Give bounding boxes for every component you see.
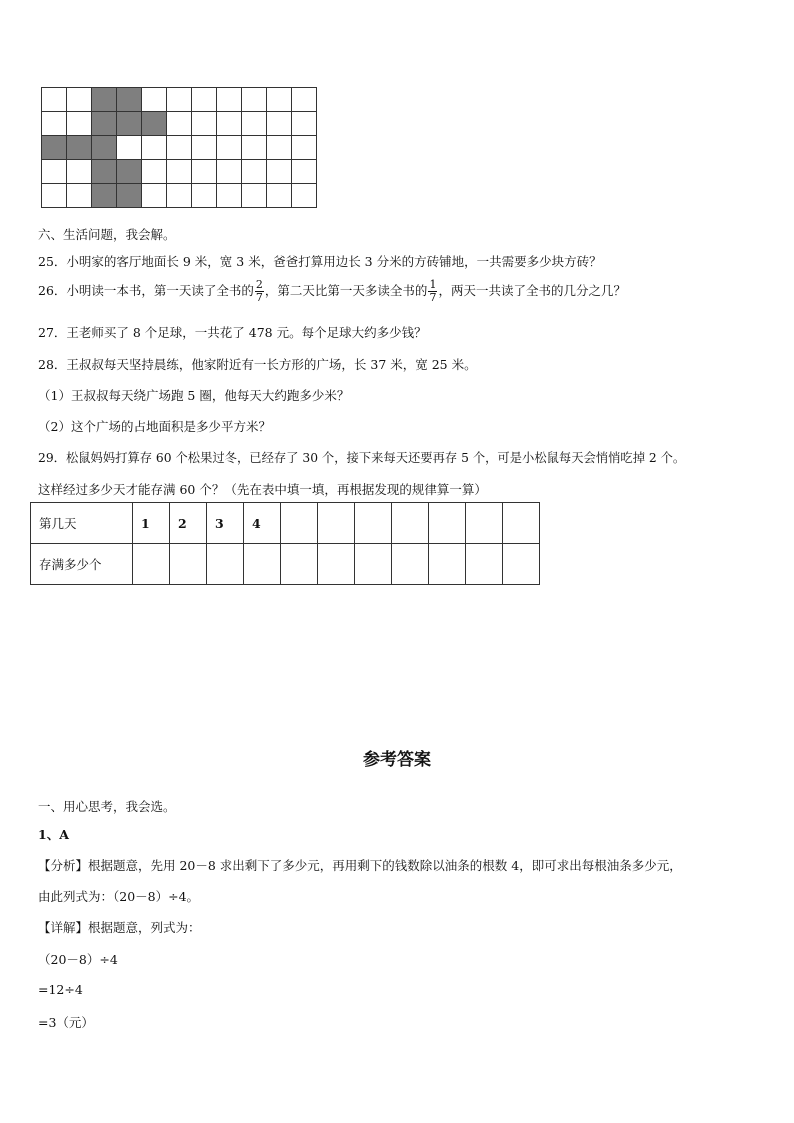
question-26-part1: 26．小明读一本书，第一天读了全书的 [38,283,254,298]
grid-cell [217,184,242,208]
question-26 [38,279,626,304]
question-27: 27．王老师买了 8 个足球，一共花了 478 元。每个足球大约多少钱？ [38,325,427,340]
grid-cell [217,136,242,160]
table-row-days [31,503,540,544]
amount-cell[interactable] [466,544,503,585]
detail-label: 【详解】根据题意，列式为： [38,920,201,935]
grid-cell [292,112,317,136]
grid-cell [242,112,267,136]
grid-cell [117,136,142,160]
day-cell[interactable] [281,503,318,544]
grid-cell [167,112,192,136]
grid-cell [142,160,167,184]
amount-cell[interactable] [281,544,318,585]
grid-cell-shaded [117,112,142,136]
amount-cell[interactable] [207,544,244,585]
grid-cell [242,88,267,112]
grid-row [42,160,317,184]
question-28-part1: （1）王叔叔每天绕广场跑 5 圈，他每天大约跑多少米？ [38,388,350,403]
grid-cell [267,160,292,184]
question-25: 25．小明家的客厅地面长 9 米，宽 3 米，爸爸打算用边长 3 分米的方砖铺地，一共需要多少块方砖？ [38,254,602,269]
row-header-amount: 存满多少个 [31,544,133,585]
grid-row [42,88,317,112]
grid-cell [167,160,192,184]
grid-cell [42,112,67,136]
amount-cell[interactable] [244,544,281,585]
grid-cell [217,160,242,184]
row-header-day: 第几天 [31,503,133,544]
calc-step-1: （20－8）÷4 [38,952,118,967]
grid-cell [67,184,92,208]
answer-section-1: 一、用心思考，我会选。 [38,799,176,814]
grid-cell [292,160,317,184]
grid-cell [167,184,192,208]
grid-cell [67,160,92,184]
fraction-numerator: 2 [255,278,263,291]
amount-cell[interactable] [318,544,355,585]
amount-cell[interactable] [429,544,466,585]
grid-cell [292,88,317,112]
answer-title: 参考答案 [363,750,431,770]
grid-row [42,136,317,160]
day-cell[interactable]: 2 [170,503,207,544]
day-cell[interactable] [355,503,392,544]
fraction-denominator: 7 [429,291,437,304]
grid-cell-shaded [92,136,117,160]
amount-cell[interactable] [133,544,170,585]
grid-cell [167,136,192,160]
shape-grid [41,87,317,208]
pinecone-table [30,502,540,585]
grid-cell-shaded [92,160,117,184]
grid-cell [267,184,292,208]
analysis-line2: 由此列式为：（20－8）÷4。 [38,889,200,904]
grid-cell-shaded [92,184,117,208]
day-cell[interactable]: 3 [207,503,244,544]
day-cell[interactable] [392,503,429,544]
day-cell[interactable] [503,503,540,544]
amount-cell[interactable] [170,544,207,585]
grid-cell [142,88,167,112]
day-cell[interactable]: 1 [133,503,170,544]
question-26-part3: ，两天一共读了全书的几分之几？ [438,283,626,298]
grid-cell-shaded [117,160,142,184]
grid-cell [42,160,67,184]
day-cell[interactable]: 4 [244,503,281,544]
grid-cell-shaded [117,88,142,112]
grid-cell [292,136,317,160]
grid-cell [267,136,292,160]
day-cell[interactable] [318,503,355,544]
table-row-amounts [31,544,540,585]
grid-cell [192,160,217,184]
grid-cell [242,160,267,184]
calc-step-2: =12÷4 [38,982,83,997]
grid-cell [242,136,267,160]
fraction-numerator: 1 [429,278,437,291]
answer-1: 1、A [38,827,69,842]
grid-cell [192,184,217,208]
grid-cell [192,136,217,160]
question-28-part2: （2）这个广场的占地面积是多少平方米？ [38,419,271,434]
grid-row [42,112,317,136]
day-cell[interactable] [429,503,466,544]
grid-cell [267,88,292,112]
calc-step-3: =3（元） [38,1015,94,1030]
grid-cell [217,88,242,112]
grid-row [42,184,317,208]
day-cell[interactable] [466,503,503,544]
grid-cell [242,184,267,208]
grid-cell-shaded [117,184,142,208]
grid-cell [167,88,192,112]
question-29-line2: 这样经过多少天才能存满 60 个？（先在表中填一填，再根据发现的规律算一算） [38,482,487,497]
fraction-1-7 [428,279,437,304]
grid-cell [67,88,92,112]
question-28: 28．王叔叔每天坚持晨练，他家附近有一长方形的广场，长 37 米，宽 25 米。 [38,357,477,372]
grid-cell [142,136,167,160]
question-29-line1: 29．松鼠妈妈打算存 60 个松果过冬，已经存了 30 个，接下来每天还要再存 5 个，可是小松鼠每天会悄悄吃掉 2 个。 [38,451,686,465]
question-26-part2: ，第二天比第一天多读全书的 [264,283,428,298]
grid-cell-shaded [67,136,92,160]
section-6-heading: 六、生活问题，我会解。 [38,227,176,242]
grid-cell [67,112,92,136]
grid-cell [42,184,67,208]
grid-cell-shaded [142,112,167,136]
analysis-line1: 【分析】根据题意，先用 20－8 求出剩下了多少元，再用剩下的钱数除以油条的根数 4，即可求出每根油条多少元， [38,858,682,873]
fraction-2-7 [255,279,264,304]
grid-cell [292,184,317,208]
grid-cell [192,88,217,112]
grid-cell [192,112,217,136]
grid-cell [217,112,242,136]
grid-cell [267,112,292,136]
grid-cell [142,184,167,208]
grid-cell-shaded [42,136,67,160]
grid-cell-shaded [92,88,117,112]
grid-cell [42,88,67,112]
amount-cell[interactable] [392,544,429,585]
grid-cell-shaded [92,112,117,136]
fraction-denominator: 7 [255,291,263,304]
amount-cell[interactable] [355,544,392,585]
amount-cell[interactable] [503,544,540,585]
